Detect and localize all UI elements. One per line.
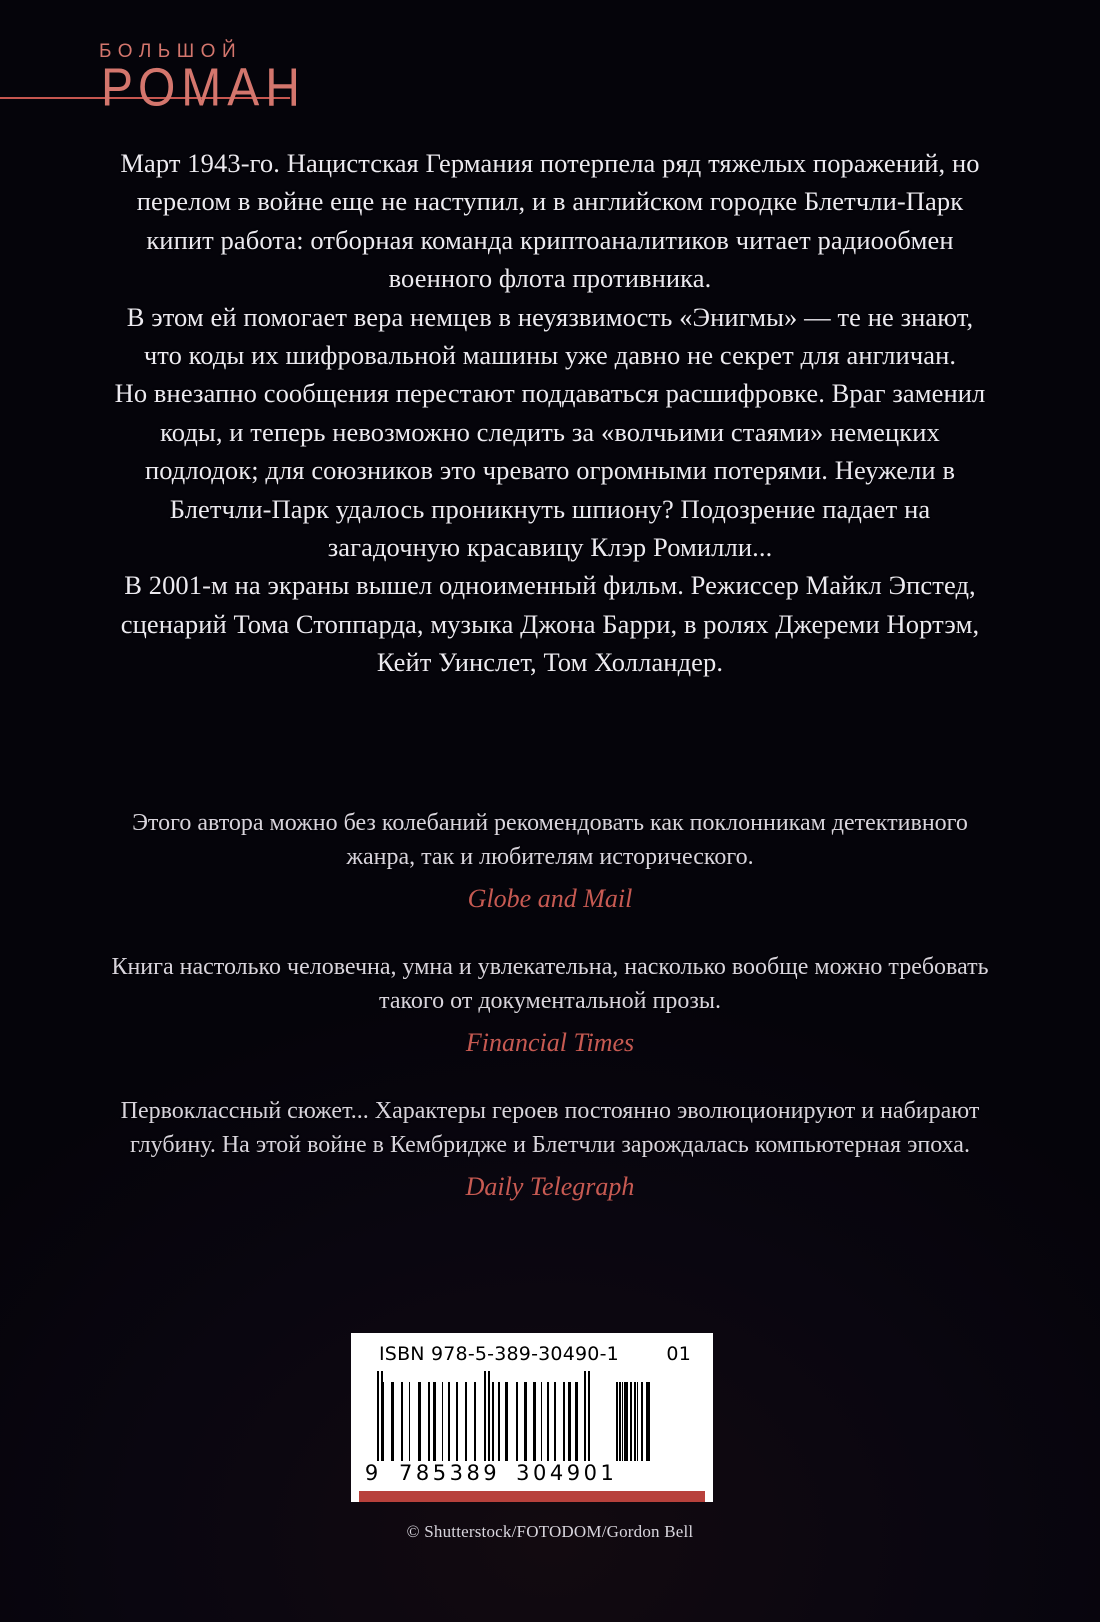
barcode-block: [351, 1333, 713, 1502]
barcode-digit-lead: 9: [364, 1461, 380, 1485]
barcode-addon-symbol: [616, 1382, 653, 1461]
synopsis-paragraph: Но внезапно сообщения перестают поддаваться расшифровке. Враг заменил коды, и теперь невозможно следить за «волчьими стаями» немецких подлодок; для союзников это чревато огромными потерями. Неужели в Блетчли-Парк удалось проникнуть шпиону? Подозрение падает на загадочную красавицу Клэр Ромилли...: [114, 378, 986, 563]
review-text: Первоклассный сюжет... Характеры героев постоянно эволюционируют и набирают глубину. На этой войне в Кембридже и Блетчли зарождалась компьютерная эпоха.: [120, 1098, 980, 1158]
imprint-line-roman: РОМАН: [101, 58, 306, 118]
isbn-label: ISBN 978-5-389-30490-1: [379, 1343, 619, 1365]
barcode-digits-right: 304901: [516, 1461, 618, 1485]
press-reviews: [110, 806, 990, 1238]
imprint-line-bolshoy: БОЛЬШОЙ: [99, 41, 243, 62]
review-quote: [110, 806, 990, 916]
review-quote: [110, 1094, 990, 1204]
barcode-red-bar: [359, 1491, 705, 1502]
synopsis-paragraph: В этом ей помогает вера немцев в неуязвимость «Энигмы» — те не знают, что коды их шифровальной машины уже давно не секрет для англичан.: [126, 301, 974, 371]
barcode-bars: [351, 1365, 713, 1461]
photo-credit: © Shutterstock/FOTODOM/Gordon Bell: [406, 1522, 694, 1541]
review-source: Financial Times: [465, 1028, 635, 1057]
barcode-isbn-row: [351, 1343, 713, 1365]
barcode-addon-label: 01: [666, 1343, 691, 1365]
review-source: Globe and Mail: [467, 884, 633, 913]
review-source: Daily Telegraph: [465, 1172, 635, 1201]
review-quote: [110, 950, 990, 1060]
review-text: Книга настолько человечна, умна и увлекательна, насколько вообще можно требовать такого от документальной прозы.: [111, 954, 989, 1014]
synopsis-block: [110, 144, 990, 682]
imprint-logo: [0, 34, 330, 118]
barcode-main-symbol: [377, 1371, 590, 1461]
synopsis-paragraph: В 2001-м на экраны вышел одноименный фильм. Режиссер Майкл Эпстед, сценарий Тома Стоппарда, музыка Джона Барри, в ролях Джереми Нортэм, Кейт Уинслет, Том Холландер.: [120, 570, 980, 678]
barcode-digits: [351, 1461, 713, 1491]
synopsis-paragraph: Март 1943-го. Нацистская Германия потерпела ряд тяжелых поражений, но перелом в войне еще не наступил, и в английском городке Блетчли-Парк кипит работа: отборная команда криптоаналитиков читает радиообмен военного флота противника.: [120, 148, 980, 294]
review-text: Этого автора можно без колебаний рекомендовать как поклонникам детективного жанра, так и любителям исторического.: [132, 810, 968, 870]
barcode-digits-left: 785389: [399, 1461, 501, 1485]
